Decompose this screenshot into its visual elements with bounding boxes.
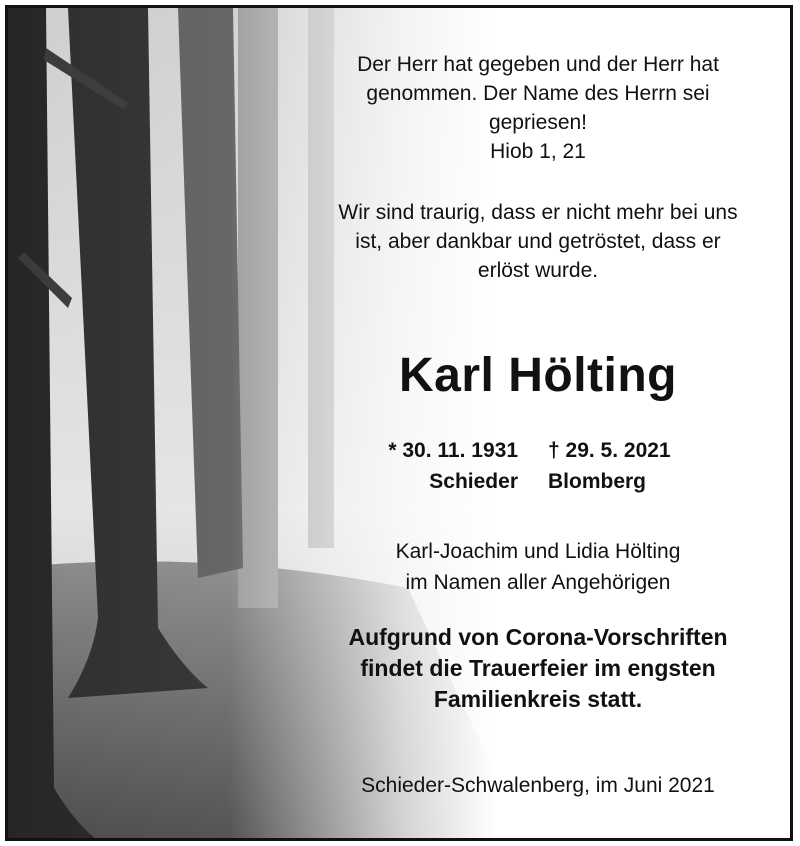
deceased-name: Karl Hölting — [399, 349, 677, 402]
verse-line: genommen. Der Name des Herrn sei — [366, 82, 710, 105]
notice-line: findet die Trauerfeier im engsten — [360, 655, 716, 681]
mourners-line: Karl-Joachim und Lidia Hölting — [395, 540, 681, 563]
obituary-frame — [5, 5, 793, 841]
notice-line: Aufgrund von Corona-Vorschriften — [348, 624, 728, 650]
place-and-date: Schieder-Schwalenberg, im Juni 2021 — [361, 774, 715, 797]
mourners-line: im Namen aller Angehörigen — [405, 571, 671, 594]
death-place: Blomberg — [548, 470, 647, 493]
notice-line: Familienkreis statt. — [433, 686, 643, 712]
verse-line: gepriesen! — [488, 111, 588, 134]
condolence-text — [288, 198, 788, 285]
verse-reference: Hiob 1, 21 — [490, 140, 586, 163]
condolence-line: ist, aber dankbar und getröstet, dass er — [355, 230, 721, 253]
birth-place: Schieder — [429, 470, 518, 493]
birth-date: * 30. 11. 1931 — [388, 439, 518, 462]
bible-verse — [288, 50, 788, 166]
condolence-line: erlöst wurde. — [477, 259, 599, 282]
mourners — [288, 536, 788, 598]
verse-line: Der Herr hat gegeben und der Herr hat — [357, 53, 719, 76]
death-info — [548, 435, 728, 497]
death-date: † 29. 5. 2021 — [548, 439, 671, 462]
condolence-line: Wir sind traurig, dass er nicht mehr bei uns — [338, 201, 738, 224]
birth-info — [348, 435, 518, 497]
funeral-notice — [288, 622, 788, 715]
